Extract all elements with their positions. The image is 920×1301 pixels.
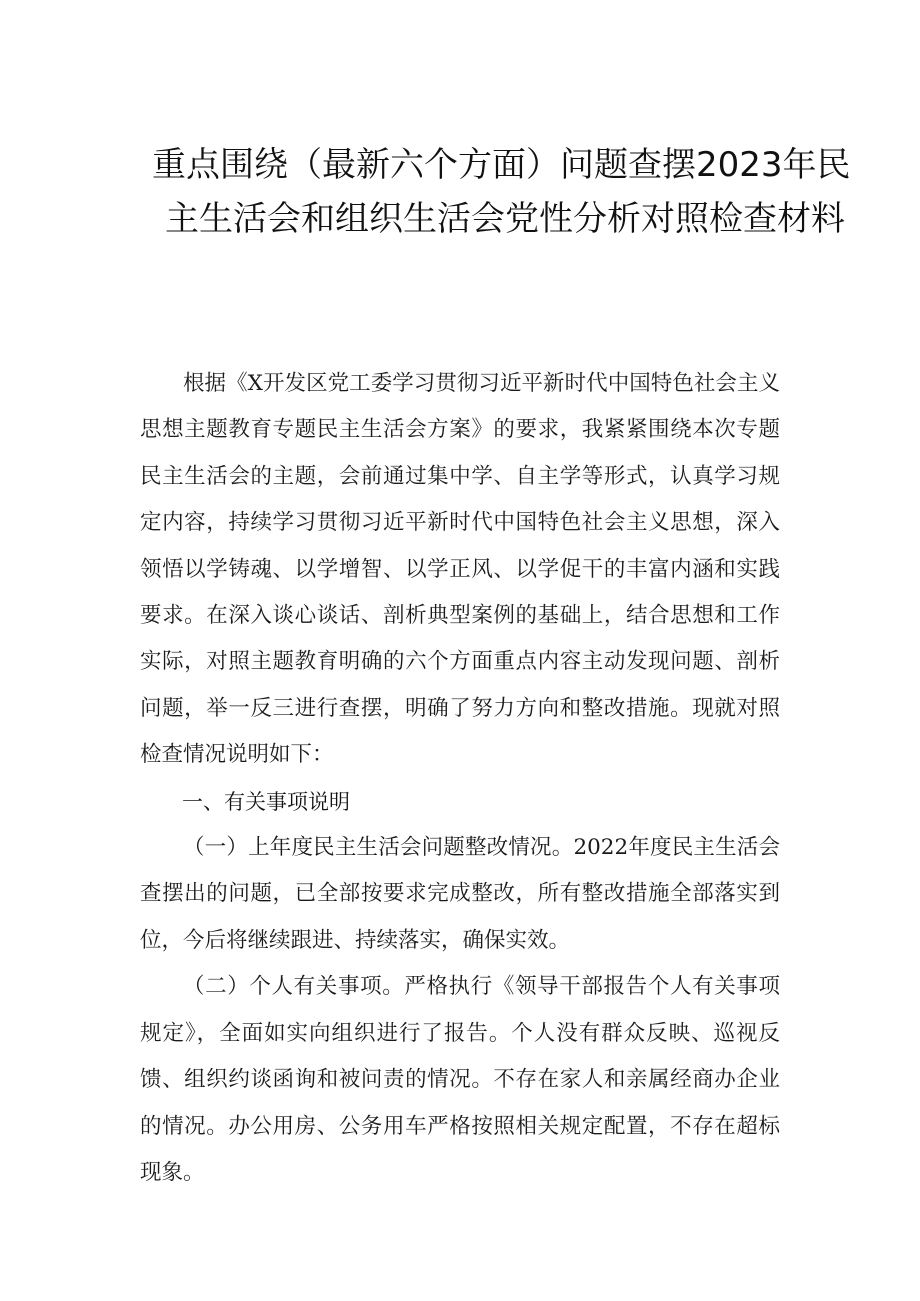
item-paragraph-1: （一）上年度民主生活会问题整改情况。2022年度民主生活会查摆出的问题，已全部按要求完成整改，所有整改措施全部落实到位，今后将继续跟进、持续落实，确保实效。 <box>140 835 780 953</box>
document-body <box>140 361 780 1196</box>
item-paragraph-2: （二）个人有关事项。严格执行《领导干部报告个人有关事项规定》，全面如实向组织进行了报告。个人没有群众反映、巡视反馈、组织约谈函询和被问责的情况。不存在家人和亲属经商办企业的情况。办公用房、公务用车严格按照相关规定配置，不存在超标现象。 <box>140 974 780 1185</box>
document-title-line-2: 主生活会和组织生活会党性分析对照检查材料 <box>165 199 845 239</box>
document-title-line-1: 重点围绕（最新六个方面）问题查摆2023年民 <box>152 145 851 185</box>
intro-paragraph: 根据《X开发区党工委学习贯彻习近平新时代中国特色社会主义思想主题教育专题民主生活会方案》的要求，我紧紧围绕本次专题民主生活会的主题，会前通过集中学、自主学等形式，认真学习规定内容，持续学习贯彻习近平新时代中国特色社会主义思想，深入领悟以学铸魂、以学增智、以学正风、以学促干的丰富内涵和实践要求。在深入谈心谈话、剖析典型案例的基础上，结合思想和工作实际，对照主题教育明确的六个方面重点内容主动发现问题、剖析问题，举一反三进行查摆，明确了努力方向和整改措施。现就对照检查情况说明如下： <box>140 371 780 768</box>
section-heading: 一、有关事项说明 <box>182 789 350 814</box>
